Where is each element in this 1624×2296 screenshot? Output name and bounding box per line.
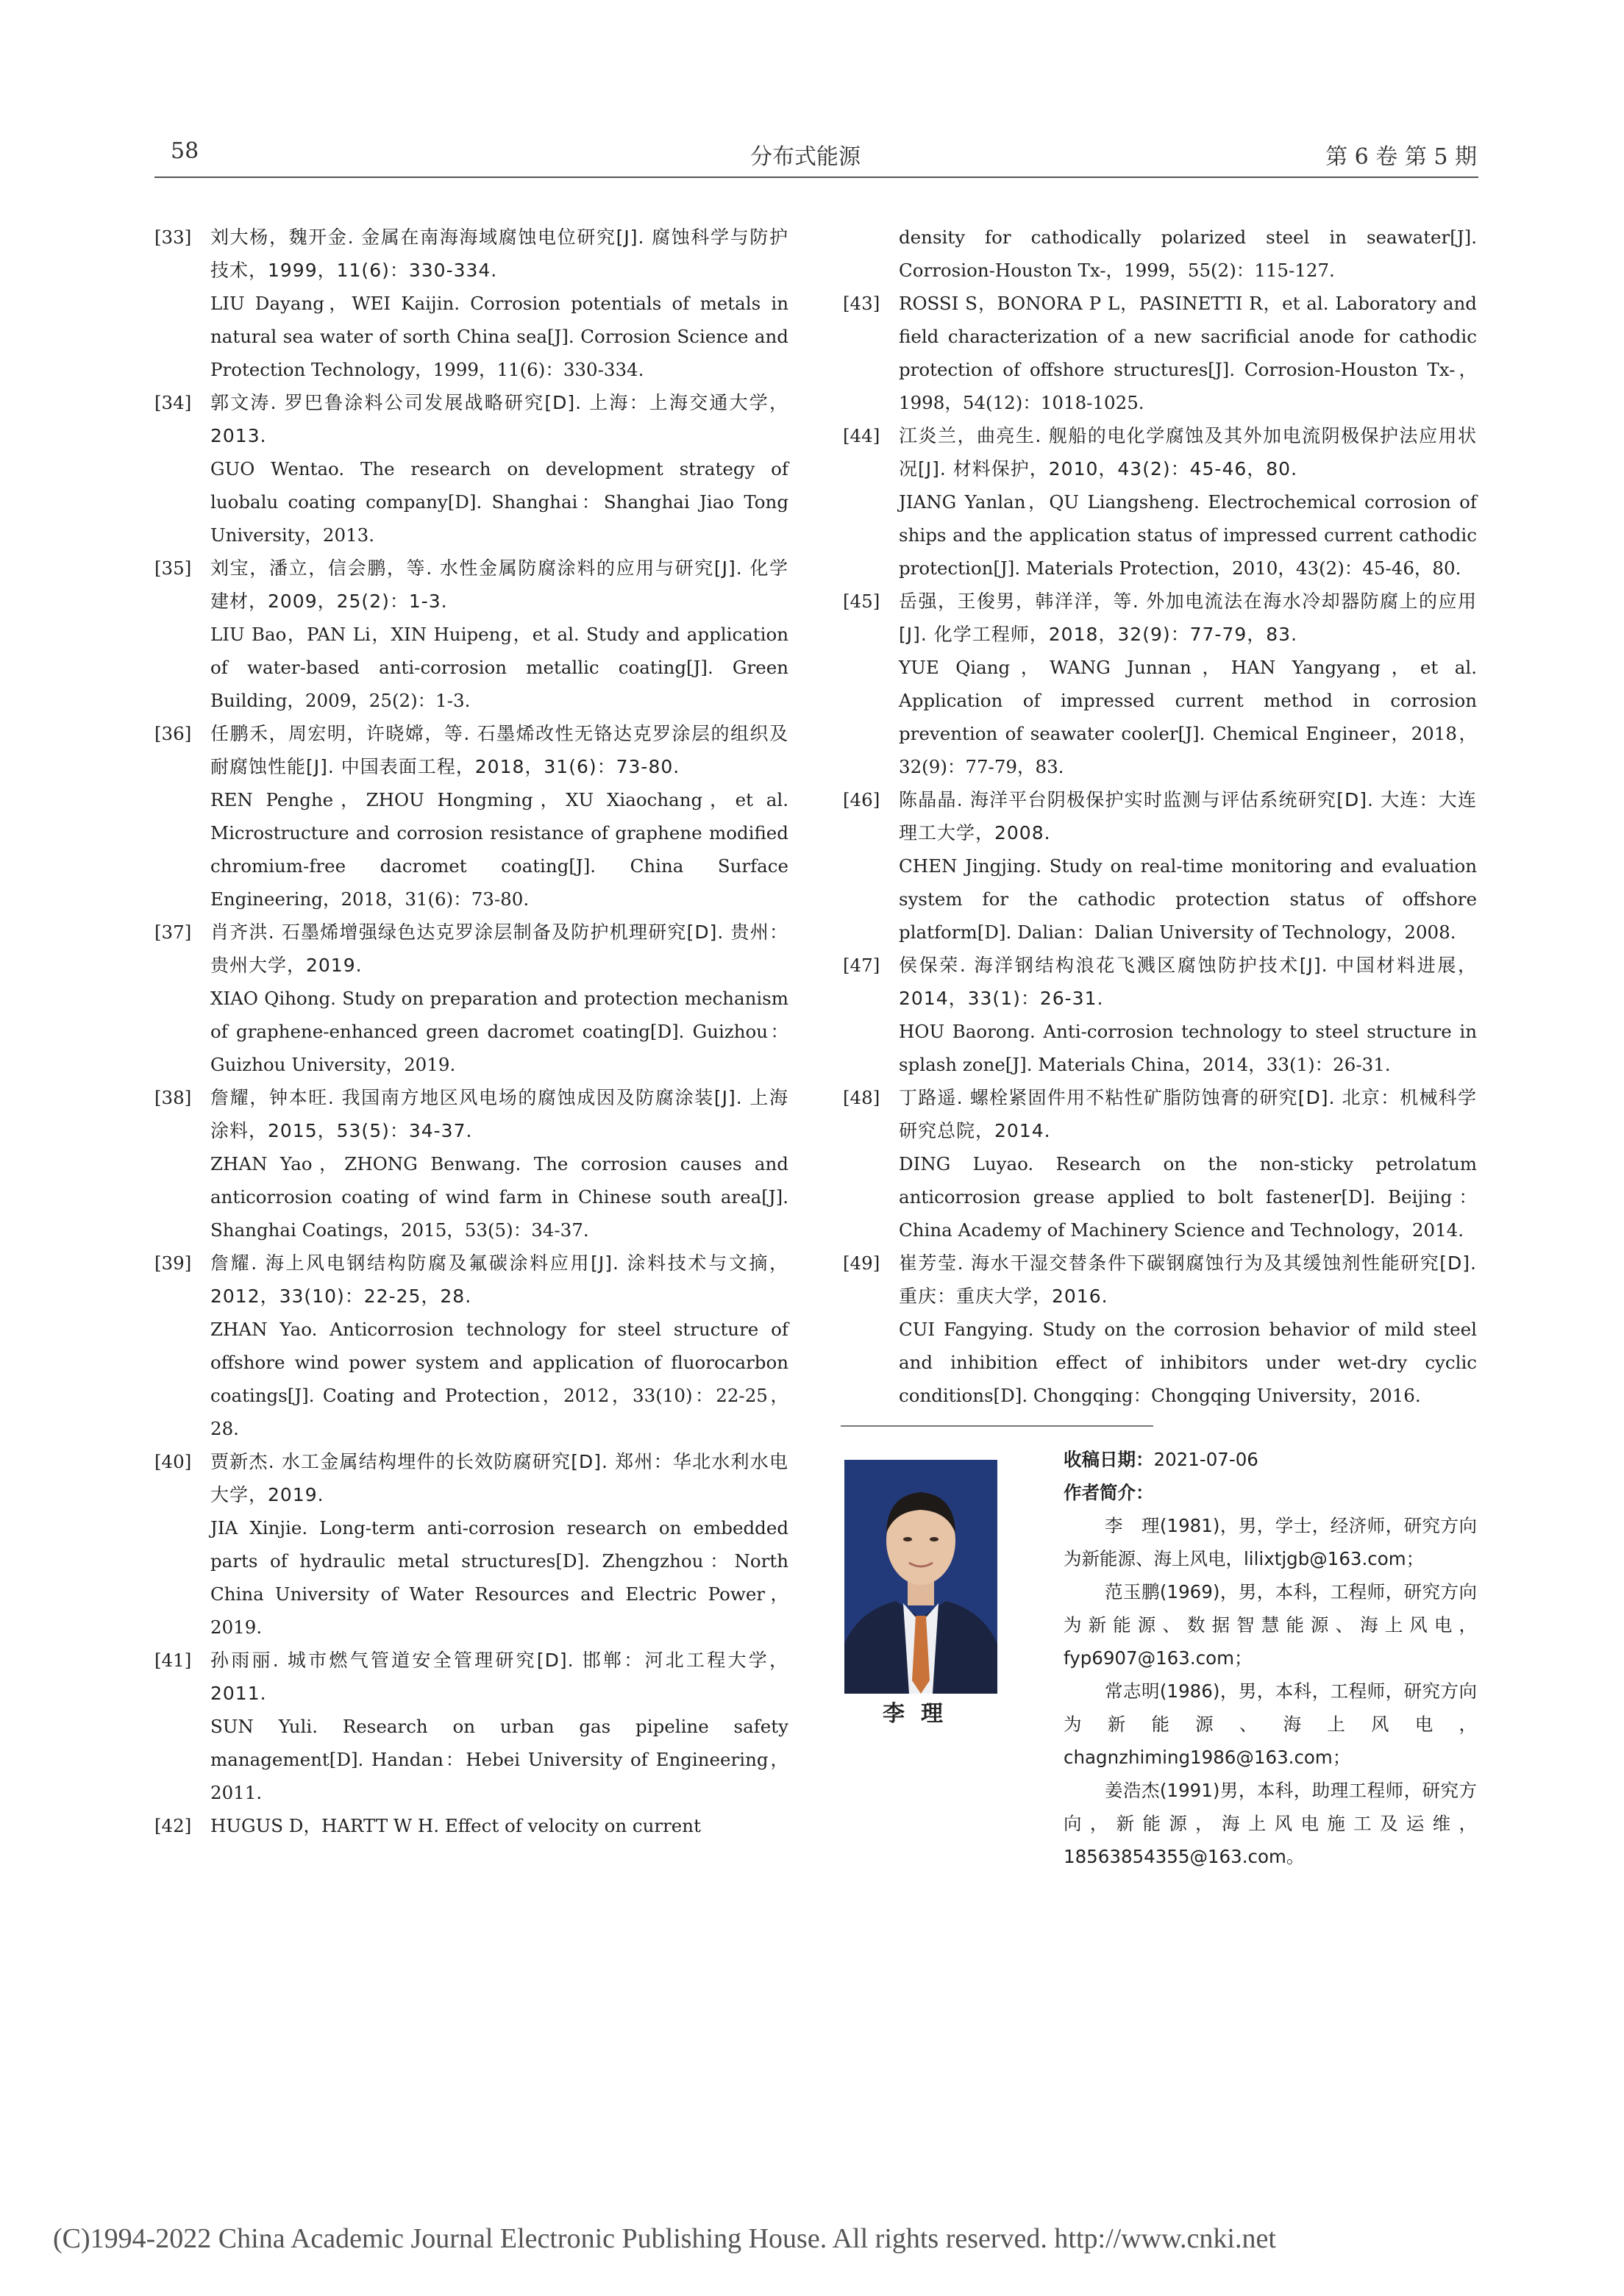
- reference-number: [39]: [154, 1252, 192, 1274]
- reference-entry: [154, 1644, 788, 1809]
- reference-chinese: 郭文涛. 罗巴鲁涂料公司发展战略研究[D]. 上海：上海交通大学，2013.: [210, 392, 788, 446]
- reference-english: JIA Xinjie. Long-term anti-corrosion research on embedded parts of hydraulic metal structures[D]. Zhengzhou：North China University of Water Resources and Electric Power，2019.: [210, 1517, 788, 1638]
- left-column: [154, 221, 788, 1842]
- right-column: [843, 221, 1477, 1412]
- reference-number: [44]: [843, 425, 880, 446]
- reference-english: GUO Wentao. The research on development strategy of luobalu coating company[D]. Shanghai：Shanghai Jiao Tong University，2013.: [210, 458, 788, 546]
- reference-chinese: 崔芳莹. 海水干湿交替条件下碳钢腐蚀行为及其缓蚀剂性能研究[D]. 重庆：重庆大学，2016.: [899, 1252, 1477, 1307]
- author-separator: [841, 1425, 1153, 1427]
- reference-chinese: 陈晶晶. 海洋平台阴极保护实时监测与评估系统研究[D]. 大连：大连理工大学，2008.: [899, 789, 1477, 844]
- reference-number: [34]: [154, 392, 192, 413]
- journal-title: 分布式能源: [750, 144, 861, 170]
- continued-reference-text: density for cathodically polarized steel in seawater[J]. Corrosion-Houston Tx-，1999，55(2)：115-127.: [899, 227, 1477, 281]
- reference-number: [41]: [154, 1650, 192, 1671]
- reference-chinese: 丁路遥. 螺栓紧固件用不粘性矿脂防蚀膏的研究[D]. 北京：机械科学研究总院，2014.: [899, 1087, 1477, 1141]
- reference-entry: [843, 783, 1477, 949]
- reference-entry: [843, 585, 1477, 783]
- reference-entry: [154, 1445, 788, 1644]
- reference-english: ZHAN Yao，ZHONG Benwang. The corrosion causes and anticorrosion coating of wind farm in Chinese south area[J]. Shanghai Coatings，2015，53(5)：34-37.: [210, 1153, 788, 1241]
- reference-english: SUN Yuli. Research on urban gas pipeline safety management[D]. Handan：Hebei University of Engineering，2011.: [210, 1716, 788, 1803]
- reference-entry: [154, 552, 788, 717]
- reference-number: [47]: [843, 955, 880, 976]
- reference-english: JIANG Yanlan，QU Liangsheng. Electrochemical corrosion of ships and the application status of impressed current cathodic protection[J]. Materials Protection，2010，43(2)：45-46，80.: [899, 491, 1477, 579]
- bio-label: 作者简介：: [1064, 1482, 1154, 1503]
- reference-number: [43]: [843, 293, 880, 314]
- reference-chinese: 江炎兰，曲亮生. 舰船的电化学腐蚀及其外加电流阴极保护法应用状况[J]. 材料保护，2010，43(2)：45-46，80.: [899, 425, 1477, 479]
- reference-entry: [154, 1809, 788, 1842]
- reference-english: ROSSI S，BONORA P L，PASINETTI R，et al. Laboratory and field characterization of a new sacrificial anode for cathodic protection of offshore structures[J]. Corrosion-Houston Tx-，1998，54(12)：1018-1025.: [899, 293, 1477, 413]
- reference-number: [48]: [843, 1087, 880, 1108]
- copyright-footer: (C)1994-2022 China Academic Journal Electronic Publishing House. All rights reserved. http://www.cnki.net: [53, 2223, 1276, 2254]
- reference-entry: [843, 419, 1477, 585]
- reference-english: REN Penghe，ZHOU Hongming，XU Xiaochang，et al. Microstructure and corrosion resistance of graphene modified chromium-free dacromet coating[J]. China Surface Engineering，2018，31(6)：73-80.: [210, 789, 788, 910]
- reference-english: LIU Dayang，WEI Kaijin. Corrosion potentials of metals in natural sea water of sorth China sea[J]. Corrosion Science and Protection Technology，1999，11(6)：330-334.: [210, 293, 788, 380]
- reference-number: [33]: [154, 227, 192, 248]
- reference-entry: [843, 287, 1477, 419]
- reference-entry: [843, 1081, 1477, 1247]
- reference-number: [49]: [843, 1252, 880, 1274]
- reference-english: ZHAN Yao. Anticorrosion technology for steel structure of offshore wind power system and application of fluorocarbon coatings[J]. Coating and Protection，2012，33(10)：22-25，28.: [210, 1319, 788, 1439]
- author-photo: [844, 1460, 997, 1694]
- issue-label: 第 6 卷 第 5 期: [1325, 144, 1477, 170]
- reference-chinese: 侯保荣. 海洋钢结构浪花飞溅区腐蚀防护技术[J]. 中国材料进展，2014，33(1)：26-31.: [899, 955, 1477, 1009]
- reference-english: LIU Bao，PAN Li，XIN Huipeng，et al. Study and application of water-based anti-corrosion metallic coating[J]. Green Building，2009，25(2)：1-3.: [210, 624, 788, 711]
- reference-chinese: 刘大杨，魏开金. 金属在南海海域腐蚀电位研究[J]. 腐蚀科学与防护技术，1999，11(6)：330-334.: [210, 227, 788, 281]
- header-rule: [154, 177, 1478, 178]
- reference-english: HOU Baorong. Anti-corrosion technology to steel structure in splash zone[J]. Materials China，2014，33(1)：26-31.: [899, 1021, 1477, 1075]
- reference-chinese: 肖齐洪. 石墨烯增强绿色达克罗涂层制备及防护机理研究[D]. 贵州：贵州大学，2019.: [210, 921, 788, 976]
- reference-english: HUGUS D，HARTT W H. Effect of velocity on current: [210, 1815, 701, 1836]
- page-number: 58: [171, 138, 199, 164]
- reference-entry: [154, 717, 788, 916]
- reference-english: YUE Qiang，WANG Junnan，HAN Yangyang，et al. Application of impressed current method in corrosion prevention of seawater cooler[J]. Chemical Engineer，2018，32(9)：77-79，83.: [899, 657, 1477, 777]
- reference-entry: [154, 1247, 788, 1445]
- author-bio: 常志明(1986)，男，本科，工程师，研究方向为新能源、海上风电，chagnzhiming1986@163.com；: [1064, 1680, 1477, 1768]
- reference-entry: [843, 949, 1477, 1081]
- reference-entry: [154, 221, 788, 386]
- reference-entry: [154, 386, 788, 552]
- reference-number: [37]: [154, 921, 192, 943]
- reference-number: [36]: [154, 723, 192, 744]
- author-info: [1064, 1443, 1477, 1873]
- reference-number: [38]: [154, 1087, 192, 1108]
- reference-chinese: 刘宝，潘立，信会鹏，等. 水性金属防腐涂料的应用与研究[J]. 化学建材，2009，25(2)：1-3.: [210, 557, 788, 612]
- reference-chinese: 詹耀. 海上风电钢结构防腐及氟碳涂料应用[J]. 涂料技术与文摘，2012，33(10)：22-25，28.: [210, 1252, 788, 1307]
- author-bio: 李 理(1981)，男，学士，经济师，研究方向为新能源、海上风电，lilixtjgb@163.com；: [1064, 1515, 1477, 1569]
- reference-english: XIAO Qihong. Study on preparation and protection mechanism of graphene-enhanced green dacromet coating[D]. Guizhou：Guizhou University，2019.: [210, 988, 788, 1075]
- reference-number: [35]: [154, 557, 192, 579]
- reference-chinese: 詹耀，钟本旺. 我国南方地区风电场的腐蚀成因及防腐涂装[J]. 上海涂料，2015，53(5)：34-37.: [210, 1087, 788, 1141]
- reference-number: [42]: [154, 1815, 192, 1836]
- received-label: 收稿日期：: [1064, 1449, 1154, 1470]
- author-bio: 范玉鹏(1969)，男，本科，工程师，研究方向为新能源、数据智慧能源、海上风电，fyp6907@163.com；: [1064, 1581, 1477, 1669]
- reference-english: DING Luyao. Research on the non-sticky petrolatum anticorrosion grease applied to bolt fastener[D]. Beijing：China Academy of Machinery Science and Technology，2014.: [899, 1153, 1477, 1241]
- reference-chinese: 贾新杰. 水工金属结构埋件的长效防腐研究[D]. 郑州：华北水利水电大学，2019.: [210, 1451, 788, 1505]
- reference-english: CUI Fangying. Study on the corrosion behavior of mild steel and inhibition effect of inhibitors under wet-dry cyclic conditions[D]. Chongqing：Chongqing University，2016.: [899, 1319, 1477, 1406]
- photo-caption: 李理: [883, 1701, 959, 1727]
- reference-chinese: 孙雨丽. 城市燃气管道安全管理研究[D]. 邯郸：河北工程大学，2011.: [210, 1650, 788, 1704]
- reference-english: CHEN Jingjing. Study on real-time monitoring and evaluation system for the cathodic protection status of offshore platform[D]. Dalian：Dalian University of Technology，2008.: [899, 855, 1477, 943]
- reference-entry: [154, 1081, 788, 1247]
- received-date: 2021-07-06: [1153, 1449, 1258, 1470]
- author-bio: 姜浩杰(1991)男，本科，助理工程师，研究方向，新能源，海上风电施工及运维，18563854355@163.com。: [1064, 1780, 1477, 1867]
- reference-number: [40]: [154, 1451, 192, 1472]
- reference-entry: [154, 916, 788, 1081]
- reference-entry: [843, 1247, 1477, 1412]
- reference-chinese: 岳强，王俊男，韩洋洋，等. 外加电流法在海水冷却器防腐上的应用[J]. 化学工程师，2018，32(9)：77-79，83.: [899, 591, 1477, 645]
- reference-number: [46]: [843, 789, 880, 810]
- reference-number: [45]: [843, 591, 880, 612]
- reference-chinese: 任鹏禾，周宏明，许晓嫦，等. 石墨烯改性无铬达克罗涂层的组织及耐腐蚀性能[J]. 中国表面工程，2018，31(6)：73-80.: [210, 723, 788, 777]
